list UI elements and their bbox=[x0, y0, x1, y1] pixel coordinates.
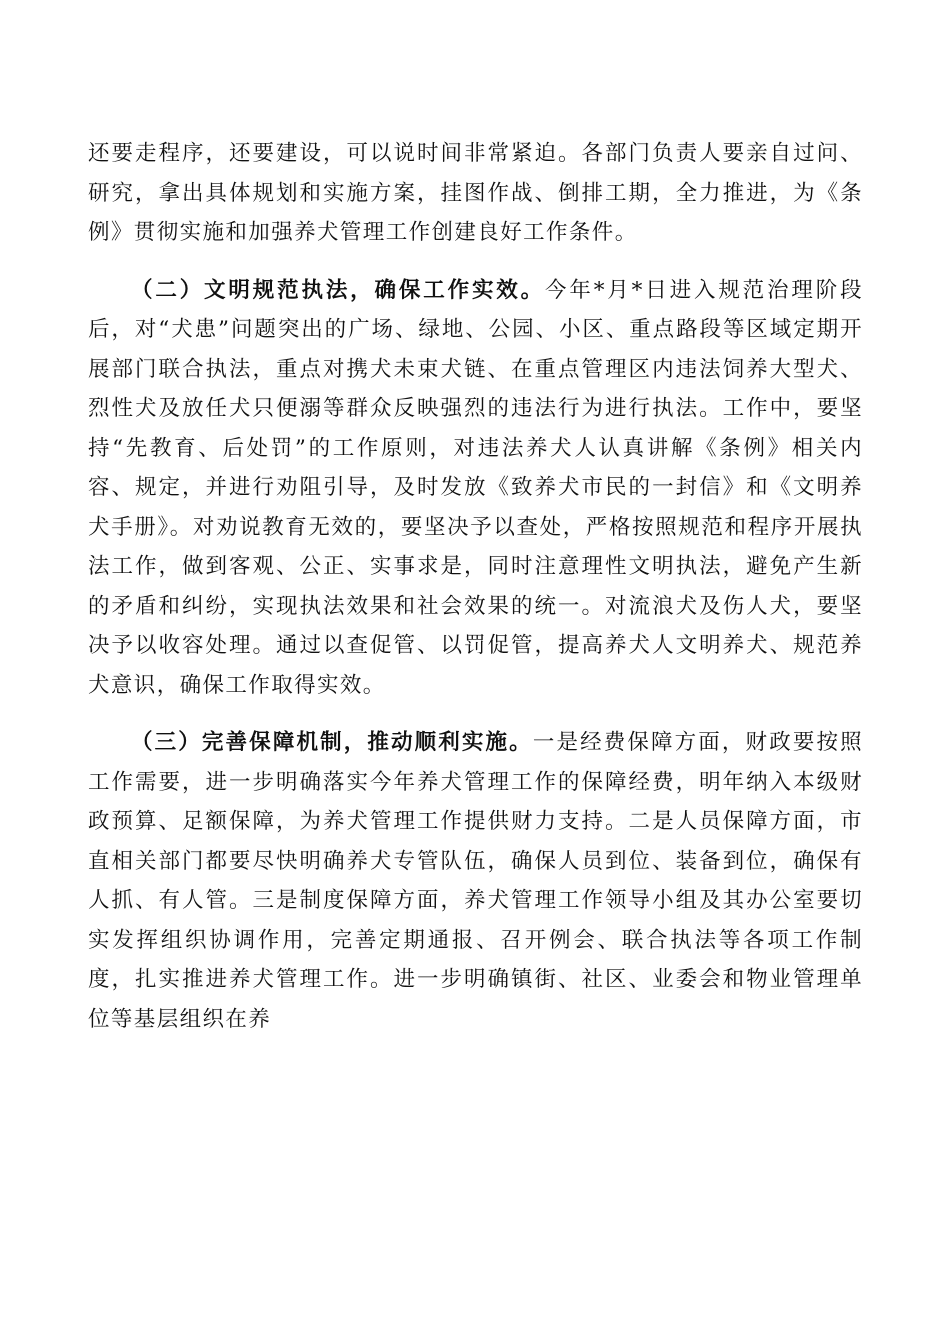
paragraph-body: 今年*月*日进入规范治理阶段后，对“犬患”问题突出的广场、绿地、公园、小区、重点路段等区域定期开展部门联合执法，重点对携犬未束犬链、在重点管理区内违法饲养大型犬、烈性犬及放任犬只便溺等群众反映强烈的违法行为进行执法。工作中，要坚持“先教育、后处罚”的工作原则，对违法养犬人认真讲解《条例》相关内容、规定，并进行劝阻引导，及时发放《致养犬市民的一封信》和《文明养犬手册》。对劝说教育无效的，要坚决予以查处，严格按照规范和程序开展执法工作，做到客观、公正、实事求是，同时注意理性文明执法，避免产生新的矛盾和纠纷，实现执法效果和社会效果的统一。对流浪犬及伤人犬，要坚决予以收容处理。通过以查促管、以罚促管，提高养犬人文明养犬、规范养犬意识，确保工作取得实效。 bbox=[88, 277, 863, 698]
paragraph-continuation bbox=[88, 134, 863, 253]
document-page bbox=[88, 134, 863, 1039]
paragraph-section-2 bbox=[88, 271, 863, 706]
paragraph-body: 还要走程序，还要建设，可以说时间非常紧迫。各部门负责人要亲自过问、研究，拿出具体规划和实施方案，挂图作战、倒排工期，全力推进，为《条例》贯彻实施和加强养犬管理工作创建良好工作条件。 bbox=[88, 141, 863, 245]
paragraph-section-3 bbox=[88, 723, 863, 1039]
section-heading: （三）完善保障机制，推动顺利实施。 bbox=[131, 730, 533, 755]
section-heading: （二）文明规范执法，确保工作实效。 bbox=[131, 277, 545, 303]
paragraph-body: 一是经费保障方面，财政要按照工作需要，进一步明确落实今年养犬管理工作的保障经费，明年纳入本级财政预算、足额保障，为养犬管理工作提供财力支持。二是人员保障方面，市直相关部门都要尽快明确养犬专管队伍，确保人员到位、装备到位，确保有人抓、有人管。三是制度保障方面，养犬管理工作领导小组及其办公室要切实发挥组织协调作用，完善定期通报、召开例会、联合执法等各项工作制度，扎实推进养犬管理工作。进一步明确镇街、社区、业委会和物业管理单位等基层组织在养 bbox=[88, 730, 863, 1032]
